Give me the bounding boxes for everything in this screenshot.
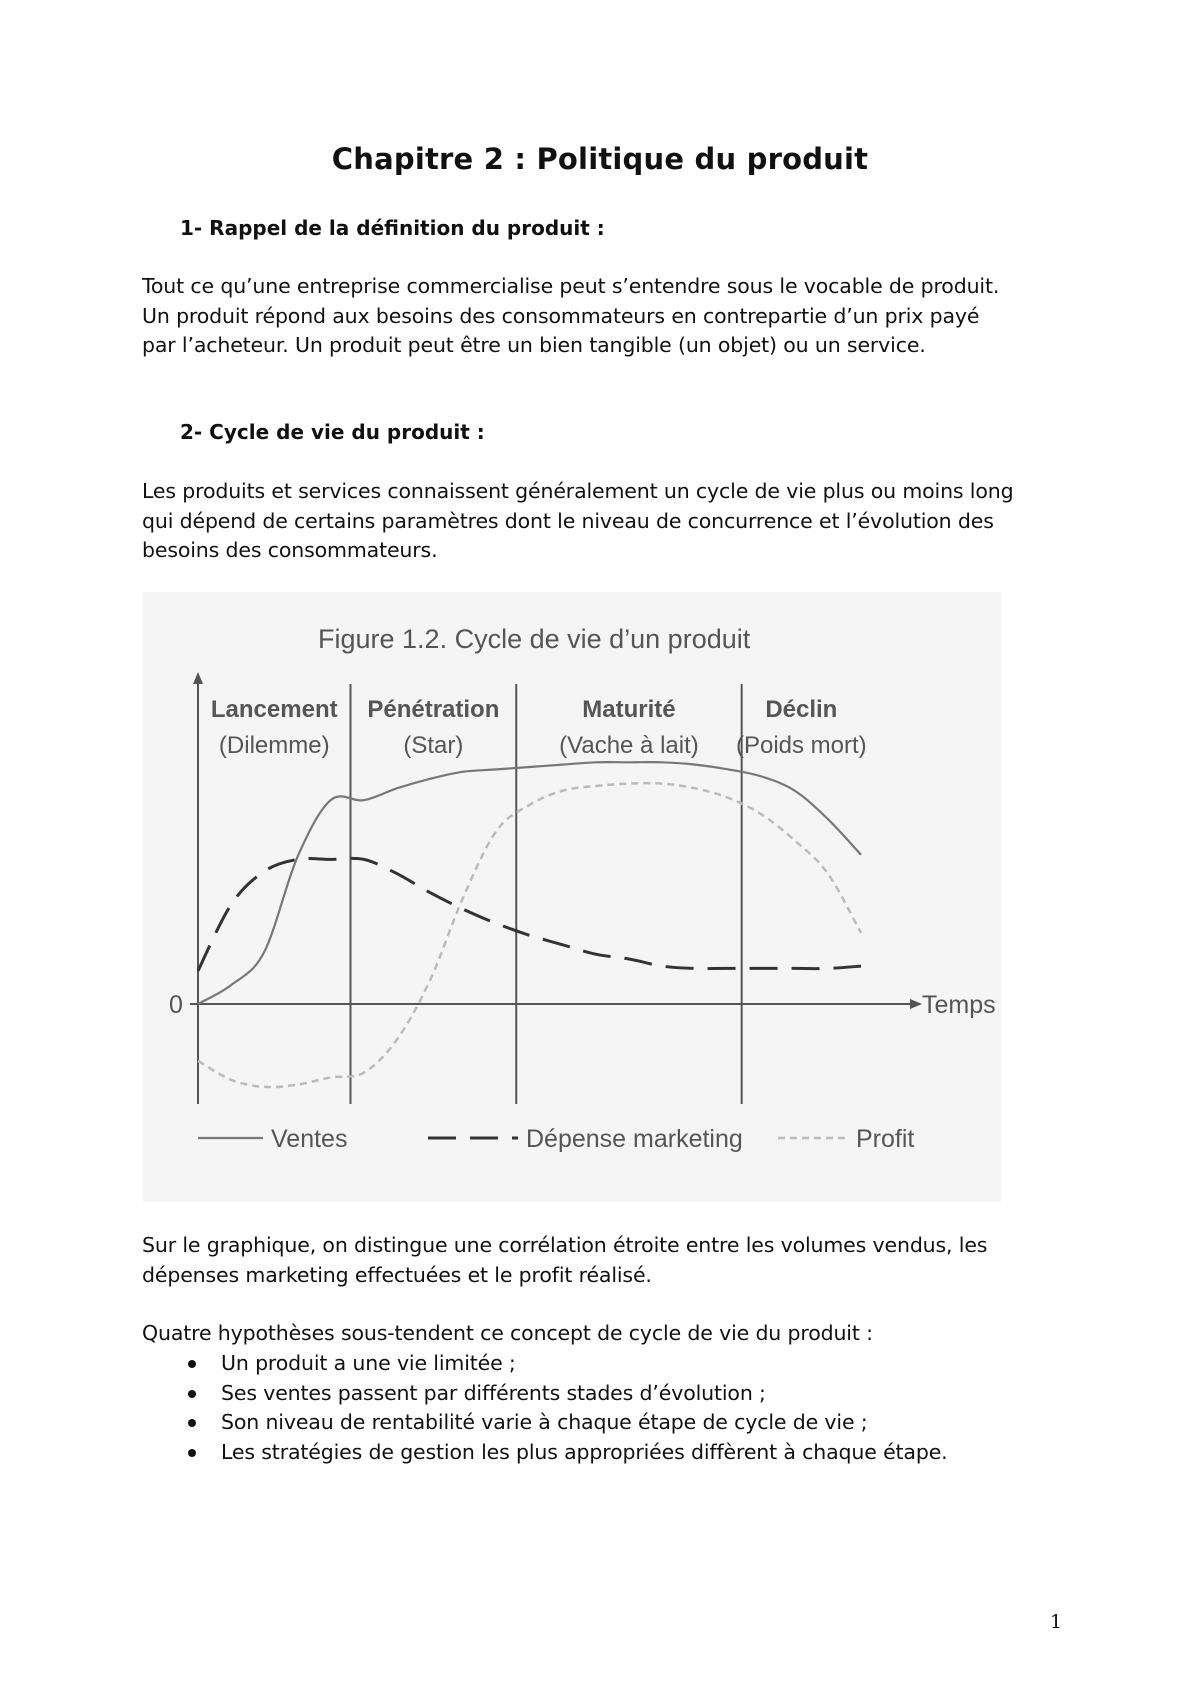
stage-subtitle: (Star) (403, 732, 464, 759)
stage-name: Maturité (582, 696, 676, 723)
list-item (142, 1438, 1102, 1468)
legend-label: Ventes (271, 1125, 348, 1153)
list-item-text: Les stratégies de gestion les plus appropriées diffèrent à chaque étape. (221, 1439, 948, 1464)
list-item (142, 1379, 1102, 1409)
series-line-dépense-marketing (198, 858, 861, 970)
paragraph-correlation (142, 1231, 1082, 1290)
paragraph-line: qui dépend de certains paramètres dont le niveau de concurrence et l’évolution des (142, 508, 994, 533)
stage-subtitle: (Dilemme) (218, 732, 330, 759)
stage-subtitle: (Vache à lait) (559, 732, 699, 759)
paragraph-line: Sur le graphique, on distingue une corrélation étroite entre les volumes vendus, les (142, 1233, 988, 1257)
paragraph-definition (142, 272, 1082, 361)
list-item (142, 1349, 1102, 1379)
page-title: Chapitre 2 : Politique du produit (331, 142, 869, 176)
x-axis-label: Temps (922, 991, 996, 1019)
stage-subtitle: (Poids mort) (735, 732, 867, 759)
list-item-text: Un produit a une vie limitée ; (221, 1351, 516, 1375)
legend-label: Profit (856, 1125, 915, 1153)
chart-title: Figure 1.2. Cycle de vie d’un produit (318, 624, 751, 654)
list-item-text: Ses ventes passent par différents stades d’évolution ; (221, 1380, 766, 1405)
bullet-icon (188, 1390, 196, 1398)
hypotheses-list (142, 1349, 1102, 1467)
paragraph-line: Les produits et services connaissent généralement un cycle de vie plus ou moins long (142, 479, 1014, 503)
origin-label: 0 (169, 991, 183, 1019)
bullet-icon (188, 1449, 196, 1457)
paragraph-line: besoins des consommateurs. (142, 538, 438, 562)
bullet-icon (188, 1419, 196, 1427)
paragraph-line: Quatre hypothèses sous-tendent ce concept de cycle de vie du produit : (142, 1321, 873, 1345)
stage-name: Pénétration (367, 696, 500, 723)
stage-name: Lancement (210, 696, 338, 723)
list-item (142, 1408, 1102, 1438)
list-item-text: Son niveau de rentabilité varie à chaque étape de cycle de vie ; (221, 1410, 868, 1434)
paragraph-line: Un produit répond aux besoins des consommateurs en contrepartie d’un prix payé (142, 303, 980, 328)
life-cycle-chart (143, 592, 1001, 1202)
legend-label: Dépense marketing (526, 1125, 743, 1153)
section-heading-definition: 1- Rappel de la définition du produit : (180, 216, 605, 240)
bullet-icon (188, 1360, 196, 1368)
paragraph-line: Tout ce qu’une entreprise commercialise peut s’entendre sous le vocable de produit. (142, 274, 1000, 298)
paragraph-line: dépenses marketing effectuées et le profit réalisé. (142, 1262, 652, 1287)
paragraph-line: par l’acheteur. Un produit peut être un bien tangible (un objet) ou un service. (142, 333, 926, 357)
stage-name: Déclin (765, 696, 838, 723)
section-heading-cycle: 2- Cycle de vie du produit : (180, 420, 485, 444)
life-cycle-figure (143, 592, 1001, 1202)
page-number: 1 (1050, 1611, 1063, 1633)
hypotheses-intro (142, 1319, 1082, 1349)
paragraph-cycle (142, 477, 1082, 566)
